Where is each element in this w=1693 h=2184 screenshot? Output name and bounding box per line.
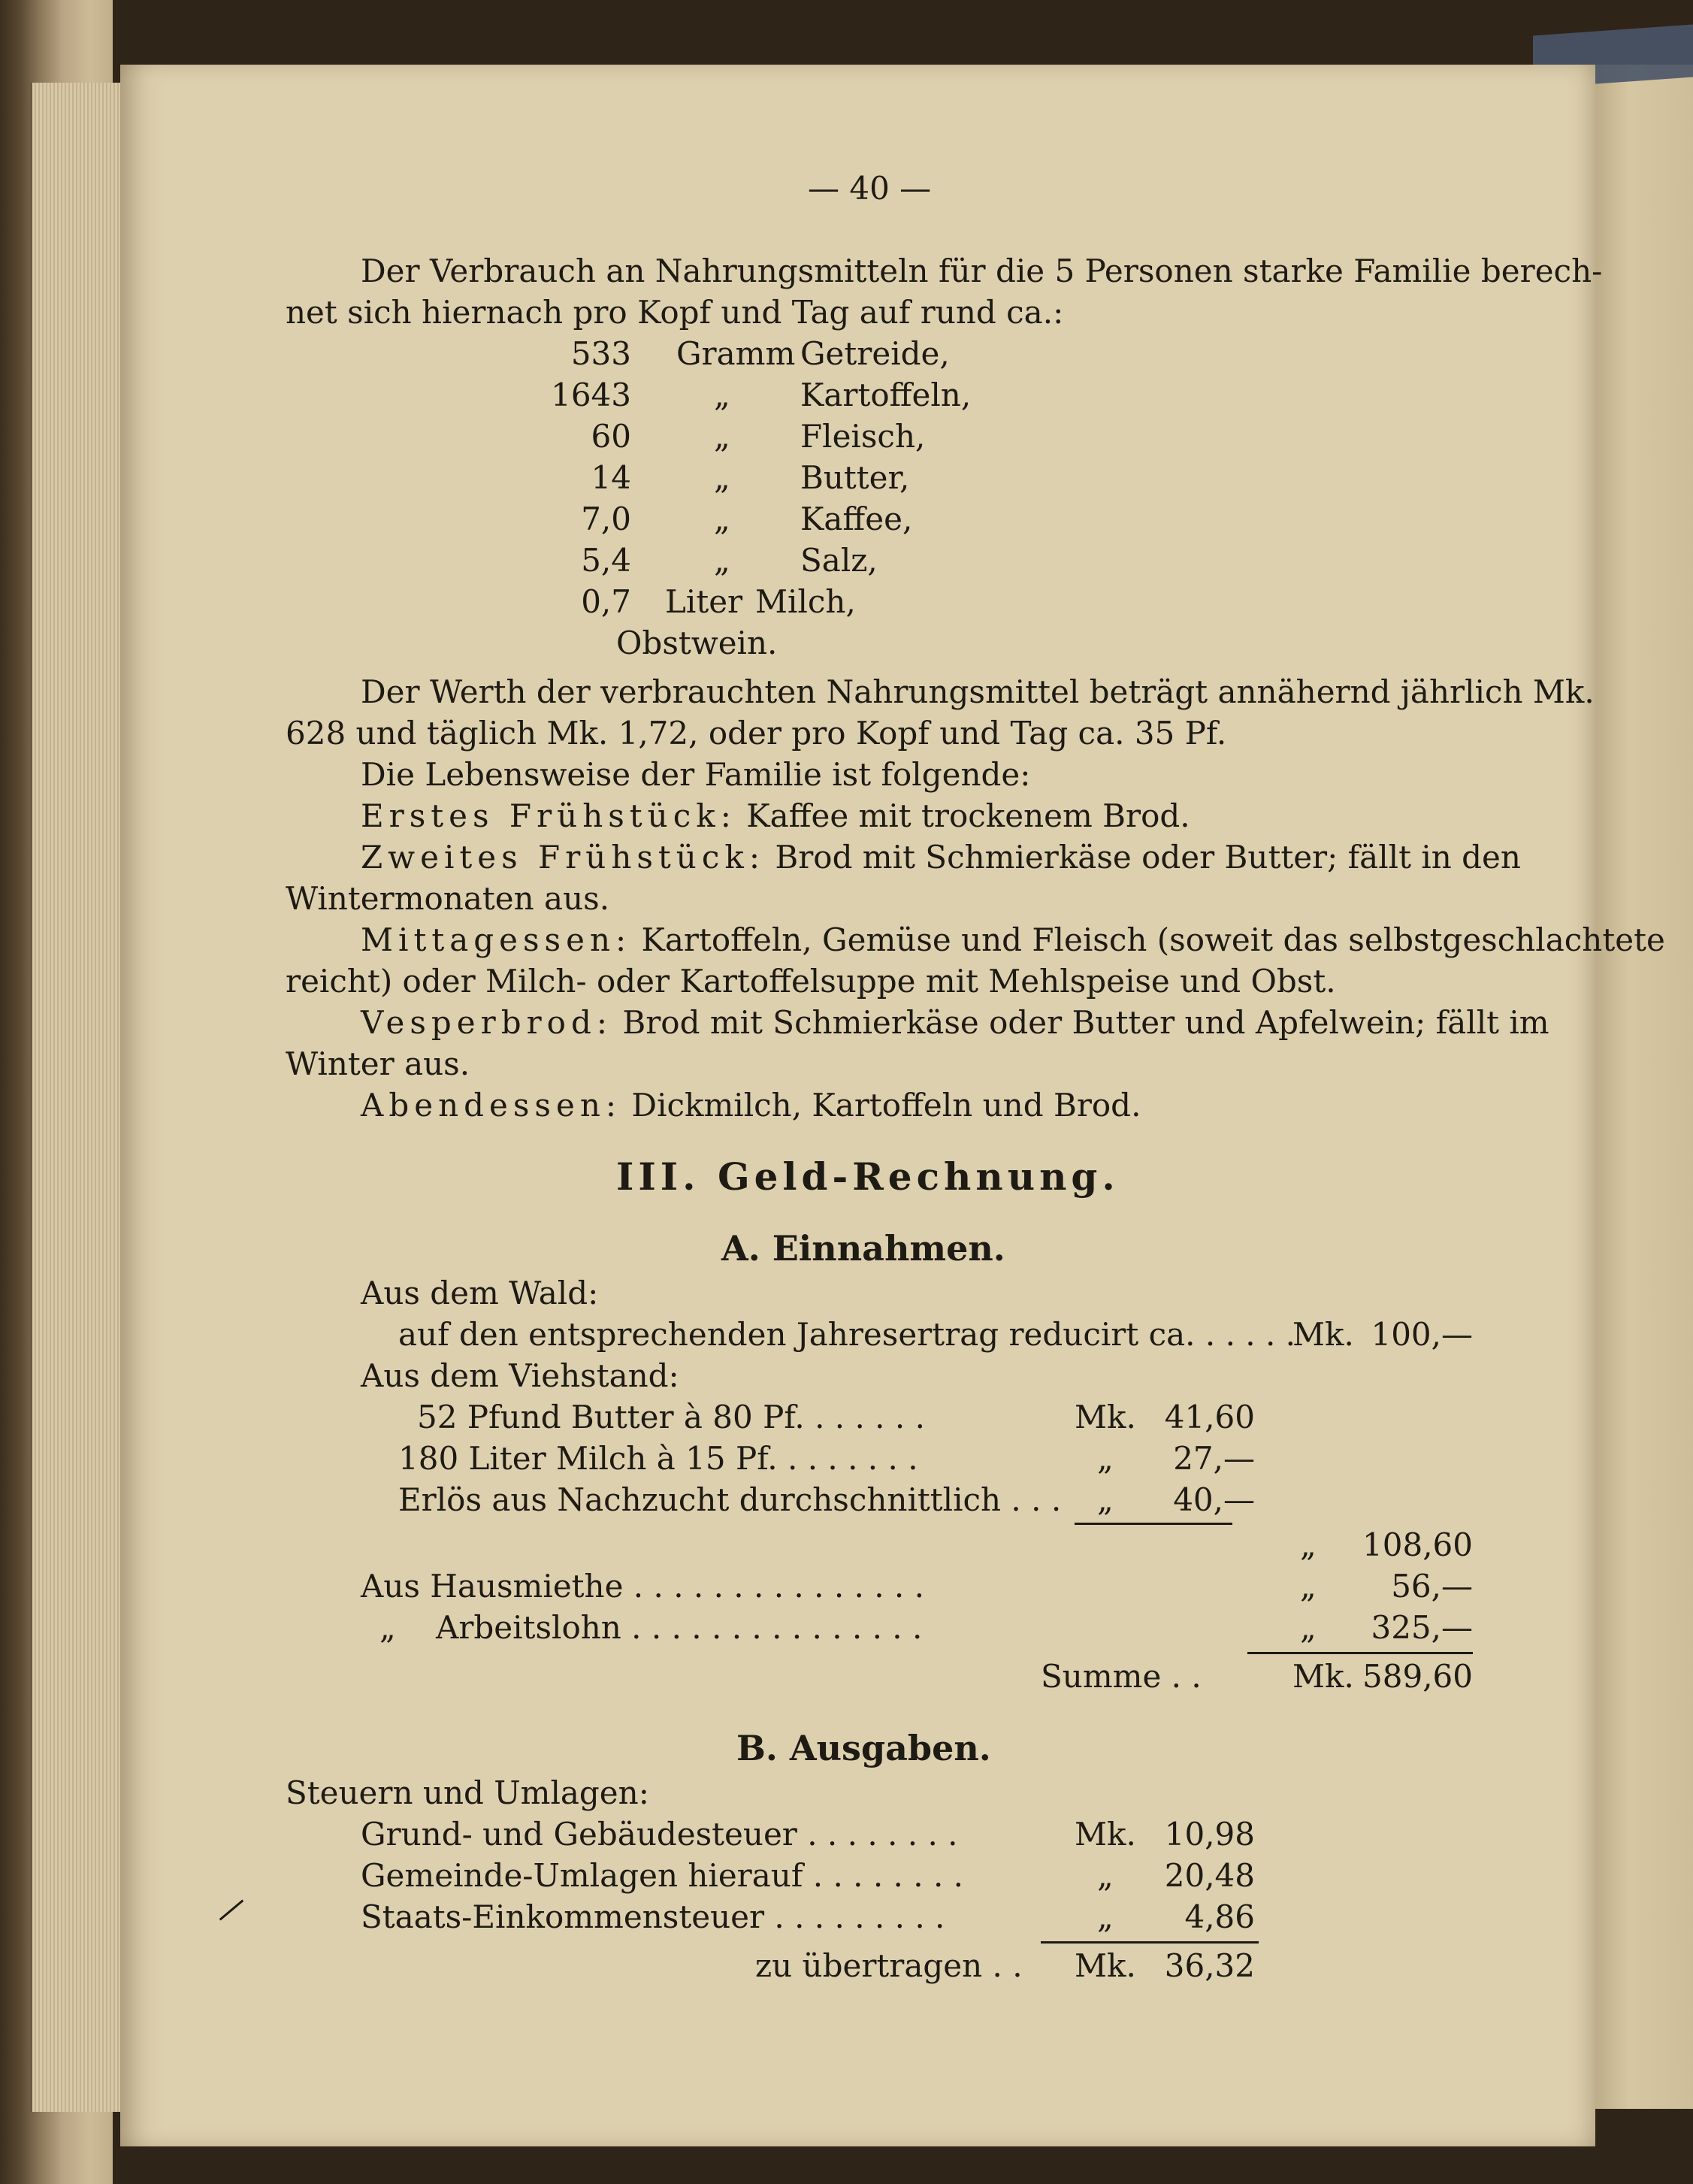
income-vieh-amount: 40,— <box>1173 1481 1255 1518</box>
income-vieh-amount: 41,60 <box>1164 1399 1255 1435</box>
income-arbeit-ditto: „ <box>379 1609 396 1646</box>
expense-amount: 4,86 <box>1184 1898 1255 1935</box>
income-sum-currency: Mk. <box>1292 1658 1354 1695</box>
meal-text-cont: Wintermonaten aus. <box>286 880 610 917</box>
consumption-qty: 5,4 <box>581 542 631 579</box>
subtotal-rule <box>1075 1523 1232 1525</box>
income-wald-label: Aus dem Wald: <box>361 1275 599 1311</box>
expense-currency: „ <box>1097 1857 1114 1894</box>
income-vieh-item: Erlös aus Nachzucht durchschnittlich . . . <box>398 1481 1062 1518</box>
meal-entry <box>361 1004 1549 1042</box>
income-vieh-item: 52 Pfund Butter à 80 Pf. . . . . . . <box>417 1399 925 1435</box>
meal-entry <box>361 1087 1141 1124</box>
consumption-qty: 60 <box>591 418 631 455</box>
facing-page-edge <box>1582 65 1693 2109</box>
expense-currency: Mk. <box>1075 1816 1136 1853</box>
consumption-item: Kartoffeln, <box>800 377 972 413</box>
income-wald-currency: Mk. <box>1292 1316 1354 1353</box>
meal-text: Brod mit Schmierkäse oder Butter und Apfelwein; fällt im <box>622 1004 1549 1041</box>
consumption-unit: „ <box>714 418 730 455</box>
consumption-item: Kaffee, <box>800 501 913 537</box>
consumption-qty: 7,0 <box>581 501 631 537</box>
consumption-item: Getreide, <box>800 335 950 372</box>
income-vieh-currency: „ <box>1097 1481 1114 1518</box>
meal-text: Kartoffeln, Gemüse und Fleisch (soweit das selbstgeschlachtete <box>641 921 1665 958</box>
expense-currency: „ <box>1097 1898 1114 1935</box>
consumption-unit: „ <box>714 459 730 496</box>
consumption-item: Milch, <box>755 583 856 620</box>
income-arbeit-currency: „ <box>1300 1609 1317 1646</box>
consumption-item: Obstwein. <box>616 625 778 661</box>
income-vieh-currency: Mk. <box>1075 1399 1136 1435</box>
income-vieh-total: 108,60 <box>1362 1526 1473 1563</box>
income-wald-line: auf den entsprechenden Jahresertrag reducirt ca. . . . . . <box>398 1316 1296 1353</box>
income-wald-amount: 100,— <box>1371 1316 1473 1353</box>
expenses-title: B. Ausgaben. <box>736 1728 991 1768</box>
consumption-unit: „ <box>714 501 730 537</box>
consumption-item: Fleisch, <box>800 418 926 455</box>
meal-label: Vesperbrod: <box>361 1004 612 1041</box>
intro-line-2: net sich hiernach pro Kopf und Tag auf rund ca.: <box>286 294 1064 331</box>
meal-text-cont: reicht) oder Milch- oder Kartoffelsuppe mit Mehlspeise und Obst. <box>286 963 1336 1000</box>
meal-entry <box>361 839 1521 876</box>
income-vieh-label: Aus dem Viehstand: <box>361 1357 679 1394</box>
intro-line-1: Der Verbrauch an Nahrungsmitteln für die 5 Personen starke Familie berech- <box>361 253 1603 289</box>
income-haus-line: Aus Hausmiethe . . . . . . . . . . . . . . . <box>361 1568 924 1605</box>
meal-text: Dickmilch, Kartoffeln und Brod. <box>631 1087 1141 1124</box>
consumption-unit: „ <box>714 542 730 579</box>
lifestyle-intro: Die Lebensweise der Familie ist folgende: <box>361 756 1031 793</box>
meal-entry <box>361 797 1190 835</box>
income-arbeit-line: Arbeitslohn . . . . . . . . . . . . . . . <box>436 1609 923 1646</box>
carry-currency: Mk. <box>1075 1947 1136 1984</box>
income-haus-amount: 56,— <box>1391 1568 1473 1605</box>
income-sum-amount: 589,60 <box>1362 1658 1473 1695</box>
consumption-unit: Liter <box>665 583 743 620</box>
expense-item: Grund- und Gebäudesteuer . . . . . . . . <box>361 1816 958 1853</box>
value-line-1: Der Werth der verbrauchten Nahrungsmittel beträgt annähernd jährlich Mk. <box>361 673 1595 710</box>
income-sum-label: Summe . . <box>1041 1658 1202 1695</box>
consumption-unit: Gramm <box>676 335 796 372</box>
expense-amount: 20,48 <box>1164 1857 1255 1894</box>
income-vieh-total-currency: „ <box>1300 1526 1317 1563</box>
consumption-qty: 533 <box>570 335 631 372</box>
value-line-2: 628 und täglich Mk. 1,72, oder pro Kopf und Tag ca. 35 Pf. <box>286 715 1227 752</box>
page-number: — 40 — <box>808 170 932 207</box>
meal-label: Erstes Frühstück: <box>361 797 736 834</box>
page-stack <box>30 83 134 2112</box>
consumption-qty: 1643 <box>551 377 631 413</box>
section-title: III. Geld-Rechnung. <box>616 1154 1120 1199</box>
carry-amount: 36,32 <box>1164 1947 1255 1984</box>
income-title: A. Einnahmen. <box>721 1228 1005 1269</box>
income-arbeit-amount: 325,— <box>1371 1609 1473 1646</box>
carry-label: zu übertragen . . <box>755 1947 1023 1984</box>
meal-label: Zweites Frühstück: <box>361 839 765 876</box>
income-vieh-currency: „ <box>1097 1440 1114 1477</box>
consumption-qty: 14 <box>591 459 631 496</box>
meal-text-cont: Winter aus. <box>286 1045 470 1082</box>
consumption-item: Salz, <box>800 542 878 579</box>
meal-entry <box>361 921 1665 959</box>
expense-item: Staats-Einkommensteuer . . . . . . . . . <box>361 1898 945 1935</box>
book-page <box>120 65 1665 2146</box>
meal-label: Abendessen: <box>361 1087 622 1124</box>
meal-text: Brod mit Schmierkäse oder Butter; fällt in den <box>775 839 1521 876</box>
expense-item: Gemeinde-Umlagen hierauf . . . . . . . . <box>361 1857 963 1894</box>
carry-rule <box>1041 1941 1259 1944</box>
expense-amount: 10,98 <box>1164 1816 1255 1853</box>
income-haus-currency: „ <box>1300 1568 1317 1605</box>
income-vieh-amount: 27,— <box>1173 1440 1255 1477</box>
consumption-item: Butter, <box>800 459 910 496</box>
expenses-steuern-label: Steuern und Umlagen: <box>286 1774 649 1811</box>
total-rule <box>1247 1652 1473 1654</box>
income-vieh-item: 180 Liter Milch à 15 Pf. . . . . . . . <box>398 1440 918 1477</box>
meal-label: Mittagessen: <box>361 921 632 958</box>
consumption-qty: 0,7 <box>581 583 631 620</box>
consumption-unit: „ <box>714 377 730 413</box>
meal-text: Kaffee mit trockenem Brod. <box>746 797 1190 834</box>
